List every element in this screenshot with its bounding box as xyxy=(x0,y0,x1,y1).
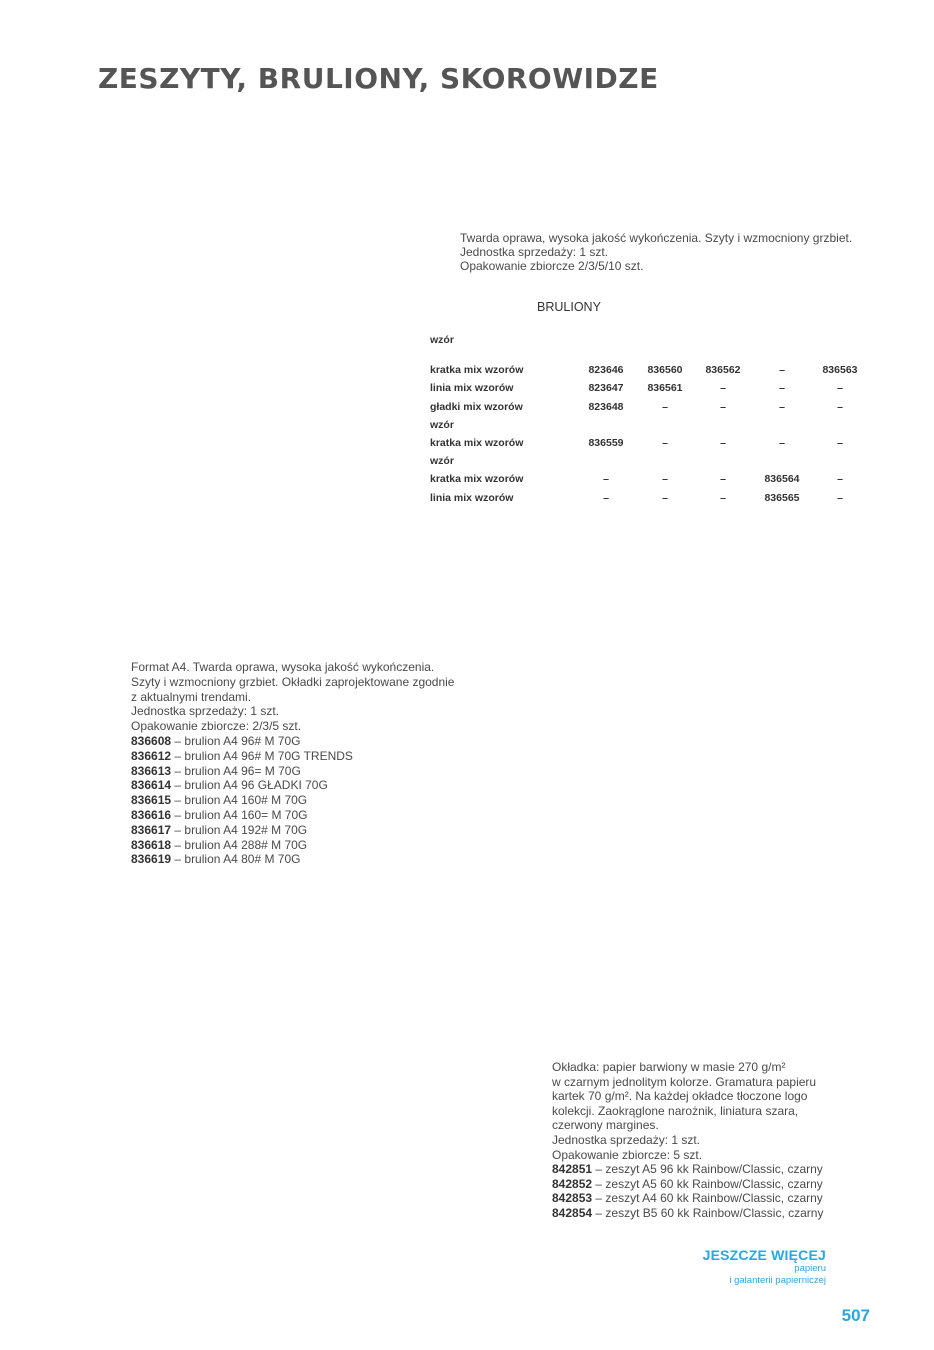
table-row xyxy=(430,419,870,437)
row-label: wzór xyxy=(430,455,454,468)
table-cell: 836559 xyxy=(588,436,624,449)
table-cell: – xyxy=(720,400,726,413)
product-name: – zeszyt A5 60 kk Rainbow/Classic, czarny xyxy=(592,1176,823,1191)
product-name: – brulion A4 96 GŁADKI 70G xyxy=(171,778,328,793)
product-code: 842852 xyxy=(552,1176,593,1191)
description-line: kolekcji. Zaokrąglone narożnik, liniatura szara, xyxy=(552,1103,799,1118)
table-cell: – xyxy=(662,400,668,413)
product-name: – zeszyt A4 60 kk Rainbow/Classic, czarny xyxy=(592,1191,823,1206)
product-name: – brulion A4 160# M 70G xyxy=(171,793,308,808)
description-line: Okładka: papier barwiony w masie 270 g/m² xyxy=(552,1060,786,1074)
product-code: 836616 xyxy=(131,807,172,822)
description-line: w czarnym jednolitym kolorze. Gramatura papieru xyxy=(552,1074,817,1089)
product-code: 836614 xyxy=(131,778,172,793)
product-code: 836615 xyxy=(131,793,172,808)
bruliony-description xyxy=(460,231,852,274)
more-link[interactable] xyxy=(703,1247,826,1287)
table-cell: – xyxy=(720,473,726,486)
table-cell: 836564 xyxy=(764,473,800,486)
a4-description xyxy=(131,660,461,867)
product-line xyxy=(131,823,461,838)
row-label: linia mix wzorów xyxy=(430,382,514,395)
product-line xyxy=(131,852,461,867)
product-name: – zeszyt B5 60 kk Rainbow/Classic, czarny xyxy=(592,1205,824,1220)
row-label: kratka mix wzorów xyxy=(430,473,524,486)
product-line xyxy=(552,1162,832,1177)
table-cell: 823647 xyxy=(588,382,624,395)
product-line xyxy=(131,793,461,808)
more-subtitle-1: papieru xyxy=(794,1263,826,1274)
table-row xyxy=(430,334,870,352)
table-cell: – xyxy=(779,364,785,377)
table-title: BRULIONY xyxy=(537,300,601,314)
description-line: kartek 70 g/m². Na każdej okładce tłoczone logo xyxy=(552,1089,808,1104)
product-code: 842853 xyxy=(552,1191,593,1206)
table-cell: – xyxy=(720,382,726,395)
description-line: Opakowanie zbiorcze 2/3/5/10 szt. xyxy=(460,259,644,274)
product-code: 842854 xyxy=(552,1205,593,1220)
product-line xyxy=(552,1206,832,1221)
table-row xyxy=(430,401,870,419)
table-cell: – xyxy=(662,436,668,449)
product-name: – brulion A4 288# M 70G xyxy=(171,837,308,852)
product-name: – brulion A4 96# M 70G TRENDS xyxy=(171,748,353,763)
table-cell: – xyxy=(662,473,668,486)
more-subtitle-2: i galanterii papierniczej xyxy=(729,1275,826,1286)
product-code: 836612 xyxy=(131,748,172,763)
table-cell: 836563 xyxy=(822,364,858,377)
product-name: – zeszyt A5 96 kk Rainbow/Classic, czarny xyxy=(592,1162,823,1177)
table-cell: – xyxy=(662,491,668,504)
row-label: wzór xyxy=(430,334,454,346)
product-code: 836619 xyxy=(131,852,172,867)
table-cell: – xyxy=(720,436,726,449)
product-code: 836618 xyxy=(131,837,172,852)
table-cell: – xyxy=(837,473,843,486)
table-row xyxy=(430,492,870,510)
table-cell: 836565 xyxy=(764,491,800,504)
product-name: – brulion A4 80# M 70G xyxy=(171,852,301,867)
product-line xyxy=(552,1191,832,1206)
table-cell: – xyxy=(779,436,785,449)
product-name: – brulion A4 96= M 70G xyxy=(171,763,301,778)
product-line xyxy=(131,778,461,793)
bruliony-table xyxy=(430,334,870,510)
table-cell: – xyxy=(603,473,609,486)
product-line xyxy=(552,1177,832,1192)
more-title[interactable]: JESZCZE WIĘCEJ xyxy=(702,1247,826,1263)
product-line xyxy=(131,734,461,749)
table-cell: – xyxy=(837,436,843,449)
table-cell: – xyxy=(720,491,726,504)
product-line xyxy=(131,749,461,764)
table-row xyxy=(430,382,870,400)
row-label: kratka mix wzorów xyxy=(430,436,524,449)
product-code: 836608 xyxy=(131,733,172,748)
page-number: 507 xyxy=(841,1306,870,1325)
description-line: Jednostka sprzedaży: 1 szt. xyxy=(131,704,280,719)
table-cell: 836562 xyxy=(705,364,741,377)
description-line: Twarda oprawa, wysoka jakość wykończenia. Szyty i wzmocniony grzbiet. xyxy=(460,231,853,245)
row-label: wzór xyxy=(430,418,454,431)
description-line: Jednostka sprzedaży: 1 szt. xyxy=(460,245,609,260)
product-name: – brulion A4 160= M 70G xyxy=(171,807,308,822)
table-row xyxy=(430,437,870,455)
product-line xyxy=(131,764,461,779)
table-cell: 823648 xyxy=(588,400,624,413)
table-cell: – xyxy=(837,382,843,395)
table-row xyxy=(430,455,870,473)
description-line: Format A4. Twarda oprawa, wysoka jakość wykończenia. xyxy=(131,660,435,674)
table-cell: – xyxy=(779,400,785,413)
table-cell: 823646 xyxy=(588,364,624,377)
product-code: 842851 xyxy=(552,1162,593,1177)
product-name: – brulion A4 192# M 70G xyxy=(171,822,308,837)
rainbow-description xyxy=(552,1060,832,1221)
description-line: z aktualnymi trendami. xyxy=(131,689,252,704)
description-line: Opakowanie zbiorcze: 2/3/5 szt. xyxy=(131,719,302,734)
table-cell: 836560 xyxy=(647,364,683,377)
description-line: czerwony margines. xyxy=(552,1118,659,1133)
table-cell: – xyxy=(837,400,843,413)
table-cell: – xyxy=(603,491,609,504)
page-title: ZESZYTY, BRULIONY, SKOROWIDZE xyxy=(98,62,659,95)
table-cell: 836561 xyxy=(647,382,683,395)
product-code: 836617 xyxy=(131,822,172,837)
product-name: – brulion A4 96# M 70G xyxy=(171,733,301,748)
product-line xyxy=(131,808,461,823)
table-row xyxy=(430,473,870,491)
description-line: Jednostka sprzedaży: 1 szt. xyxy=(552,1132,701,1147)
table-cell: – xyxy=(779,382,785,395)
product-code: 836613 xyxy=(131,763,172,778)
description-line: Opakowanie zbiorcze: 5 szt. xyxy=(552,1147,703,1162)
row-label: gładki mix wzorów xyxy=(430,400,523,413)
table-cell: – xyxy=(837,491,843,504)
row-label: linia mix wzorów xyxy=(430,491,514,504)
description-line: Szyty i wzmocniony grzbiet. Okładki zaprojektowane zgodnie xyxy=(131,674,455,689)
table-row xyxy=(430,364,870,382)
row-label: kratka mix wzorów xyxy=(430,364,524,377)
product-line xyxy=(131,838,461,853)
